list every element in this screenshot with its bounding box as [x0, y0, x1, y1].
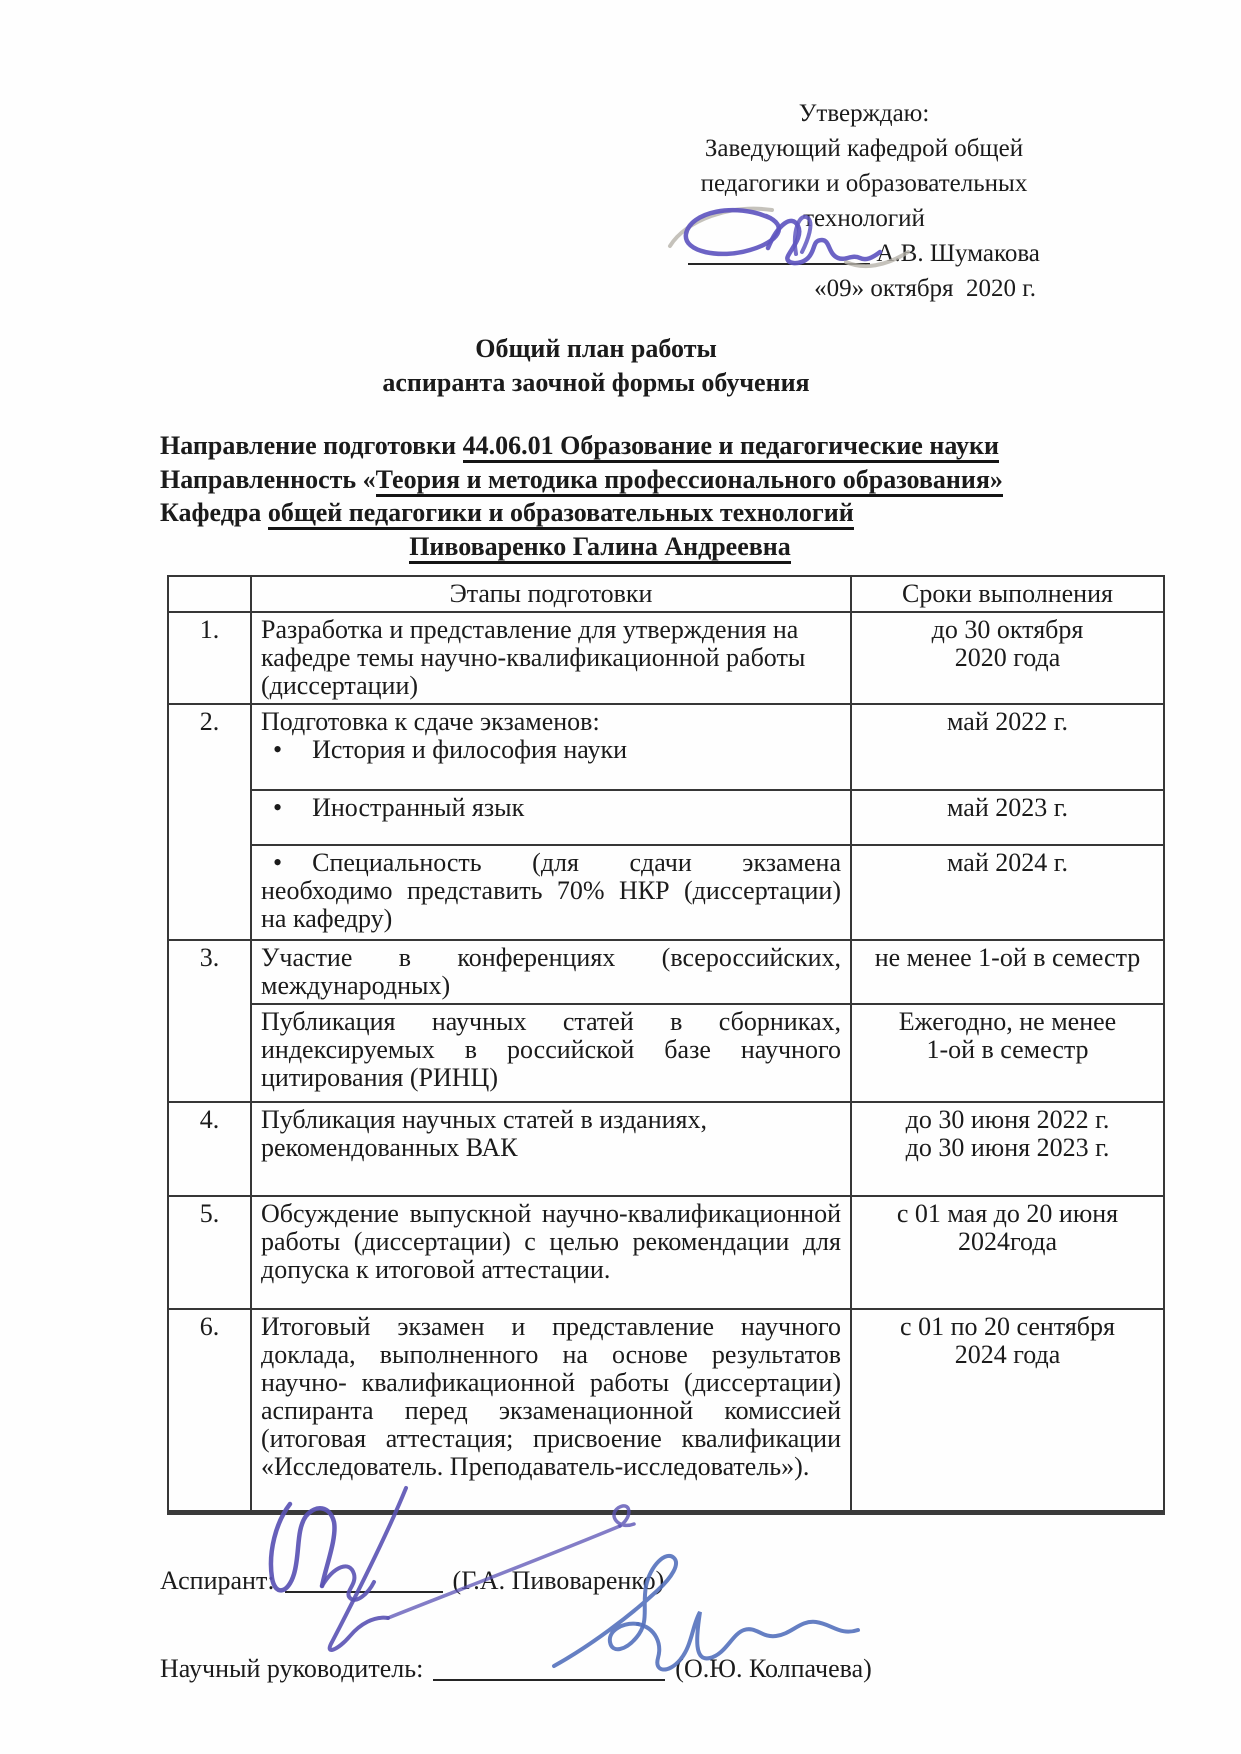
aspirant-name: (Г.А. Пивоваренко)	[452, 1566, 665, 1595]
term-line: не менее 1-ой в семестр	[874, 943, 1141, 972]
plan-table	[167, 575, 1165, 1515]
aspirant-signature-blank	[285, 1573, 443, 1593]
stage-text-line: (диссертации)	[261, 671, 419, 700]
stage-cell: Итоговый экзамен и представление научного доклада, выполненного на основе результатов научно- квалификационной работы (диссертации) аспиранта перед экзаменационной комиссией (итоговая аттестация; присвоение квалификации «Исследователь. Преподаватель-исследователь»).	[251, 1309, 851, 1512]
header-terms-cell: Сроки выполнения	[851, 576, 1164, 612]
profile-close-quote: »	[989, 464, 1003, 494]
table-subrow	[168, 845, 1164, 940]
stage-cell: Публикация научных статей в сборниках, индексируемых в российской базе научного цитирования (РИНЦ)	[251, 1004, 851, 1102]
stage-cell	[251, 1102, 851, 1196]
document-title-line-2: аспиранта заочной формы обучения	[382, 368, 810, 397]
bullet-text: Иностранный язык	[312, 793, 525, 822]
document-title-line-1: Общий план работы	[475, 334, 717, 363]
stage-text-line: рекомендованных ВАК	[261, 1133, 518, 1162]
term-cell	[851, 1004, 1164, 1102]
header-num-cell	[168, 576, 251, 612]
row-number: 5.	[168, 1196, 251, 1309]
term-line: 2020 года	[954, 643, 1061, 672]
department-line	[160, 496, 1040, 530]
row-number: 1.	[168, 612, 251, 704]
approval-title: Утверждаю:	[798, 100, 930, 127]
term-cell	[851, 1196, 1164, 1309]
approval-position-line-2: педагогики и образовательных	[700, 170, 1028, 197]
row-number: 4.	[168, 1102, 251, 1196]
bullet-item	[261, 736, 841, 764]
term-cell: май 2023 г.	[851, 790, 1164, 845]
header-stages-cell: Этапы подготовки	[251, 576, 851, 612]
term-cell: май 2022 г.	[851, 704, 1164, 790]
approval-date: «09» октября 2020 г.	[814, 275, 1036, 302]
bullet-item	[261, 849, 841, 933]
approval-signature-blank	[688, 245, 870, 265]
term-line: 2024года	[957, 1227, 1058, 1256]
supervisor-signature-blank	[433, 1661, 665, 1681]
stage-cell	[251, 612, 851, 704]
supervisor-name: (О.Ю. Колпачева)	[675, 1654, 872, 1683]
approval-signatory-name: А.В. Шумакова	[876, 240, 1040, 267]
term-line: с 01 мая до 20 июня	[896, 1199, 1119, 1228]
term-cell	[851, 940, 1164, 1004]
bullet-text: Специальность (для сдачи экзамена необходимо представить 70% НКР (диссертации) на кафедру)	[261, 848, 841, 933]
row-number: 3.	[168, 940, 251, 1102]
profile-open-quote: «	[362, 464, 376, 494]
term-line: 1-ой в семестр	[926, 1035, 1089, 1064]
stage-cell: Обсуждение выпускной научно-квалификационной работы (диссертации) с целью рекомендации для допуска к итоговой аттестации.	[251, 1196, 851, 1309]
approval-signature-row	[688, 236, 1040, 271]
row-number: 6.	[168, 1309, 251, 1512]
aspirant-signoff-row	[160, 1565, 664, 1597]
table-subrow	[168, 790, 1164, 845]
direction-label: Направление подготовки	[160, 431, 457, 460]
term-line: Ежегодно, не менее	[898, 1007, 1117, 1036]
student-name: Пивоваренко Галина Андреевна	[409, 532, 791, 564]
stage-text-line: кафедре темы научно-квалификационной работы	[261, 643, 806, 672]
stage-text-line: Разработка и представление для утверждения на	[261, 615, 799, 644]
approval-position-line-3: технологий	[803, 205, 925, 232]
department-value: общей педагогики и образовательных технологий	[268, 498, 854, 530]
table-row	[168, 940, 1164, 1004]
document-title	[160, 332, 1032, 400]
stage-cell: Участие в конференциях (всероссийских, международных)	[251, 940, 851, 1004]
stage-cell	[251, 704, 851, 790]
term-cell	[851, 1309, 1164, 1512]
bullet-item	[261, 794, 841, 822]
table-subrow	[168, 1004, 1164, 1102]
table-row	[168, 704, 1164, 790]
department-label: Кафедра	[160, 498, 262, 527]
term-line: 2024 года	[954, 1340, 1061, 1369]
table-row	[168, 612, 1164, 704]
direction-line	[160, 429, 1040, 463]
stage-intro: Подготовка к сдаче экзаменов:	[261, 707, 600, 736]
direction-value: 44.06.01 Образование и педагогические науки	[463, 431, 999, 463]
stage-cell	[251, 845, 851, 940]
aspirant-label: Аспирант:	[160, 1566, 275, 1595]
supervisor-label: Научный руководитель:	[160, 1654, 424, 1683]
term-cell: май 2024 г.	[851, 845, 1164, 940]
term-cell	[851, 612, 1164, 704]
term-line: до 30 октября	[931, 615, 1084, 644]
term-line: до 30 июня 2023 г.	[905, 1133, 1110, 1162]
table-header-row	[168, 576, 1164, 612]
profile-value: Теория и методика профессионального образования	[375, 464, 990, 494]
student-name-line	[160, 530, 1040, 564]
stage-cell	[251, 790, 851, 845]
profile-label: Направленность	[160, 464, 357, 494]
term-line: с 01 по 20 сентября	[900, 1312, 1115, 1341]
bullet-icon: •	[273, 848, 283, 877]
program-meta	[160, 429, 1040, 563]
bullet-icon: •	[273, 735, 283, 764]
term-line: до 30 июня 2022 г.	[905, 1105, 1110, 1134]
table-row	[168, 1309, 1164, 1512]
profile-line	[160, 463, 1040, 497]
table-row	[168, 1196, 1164, 1309]
term-cell	[851, 1102, 1164, 1196]
table-row	[168, 1102, 1164, 1196]
stage-text-line: Публикация научных статей в изданиях,	[261, 1105, 708, 1134]
profile-underlined	[376, 465, 1003, 497]
approval-position-line-1: Заведующий кафедрой общей	[704, 135, 1024, 162]
row-number: 2.	[168, 704, 251, 940]
supervisor-signoff-row	[160, 1653, 872, 1685]
bullet-text: История и философия науки	[312, 735, 628, 764]
approval-block	[688, 96, 1040, 306]
bullet-icon: •	[273, 793, 283, 822]
